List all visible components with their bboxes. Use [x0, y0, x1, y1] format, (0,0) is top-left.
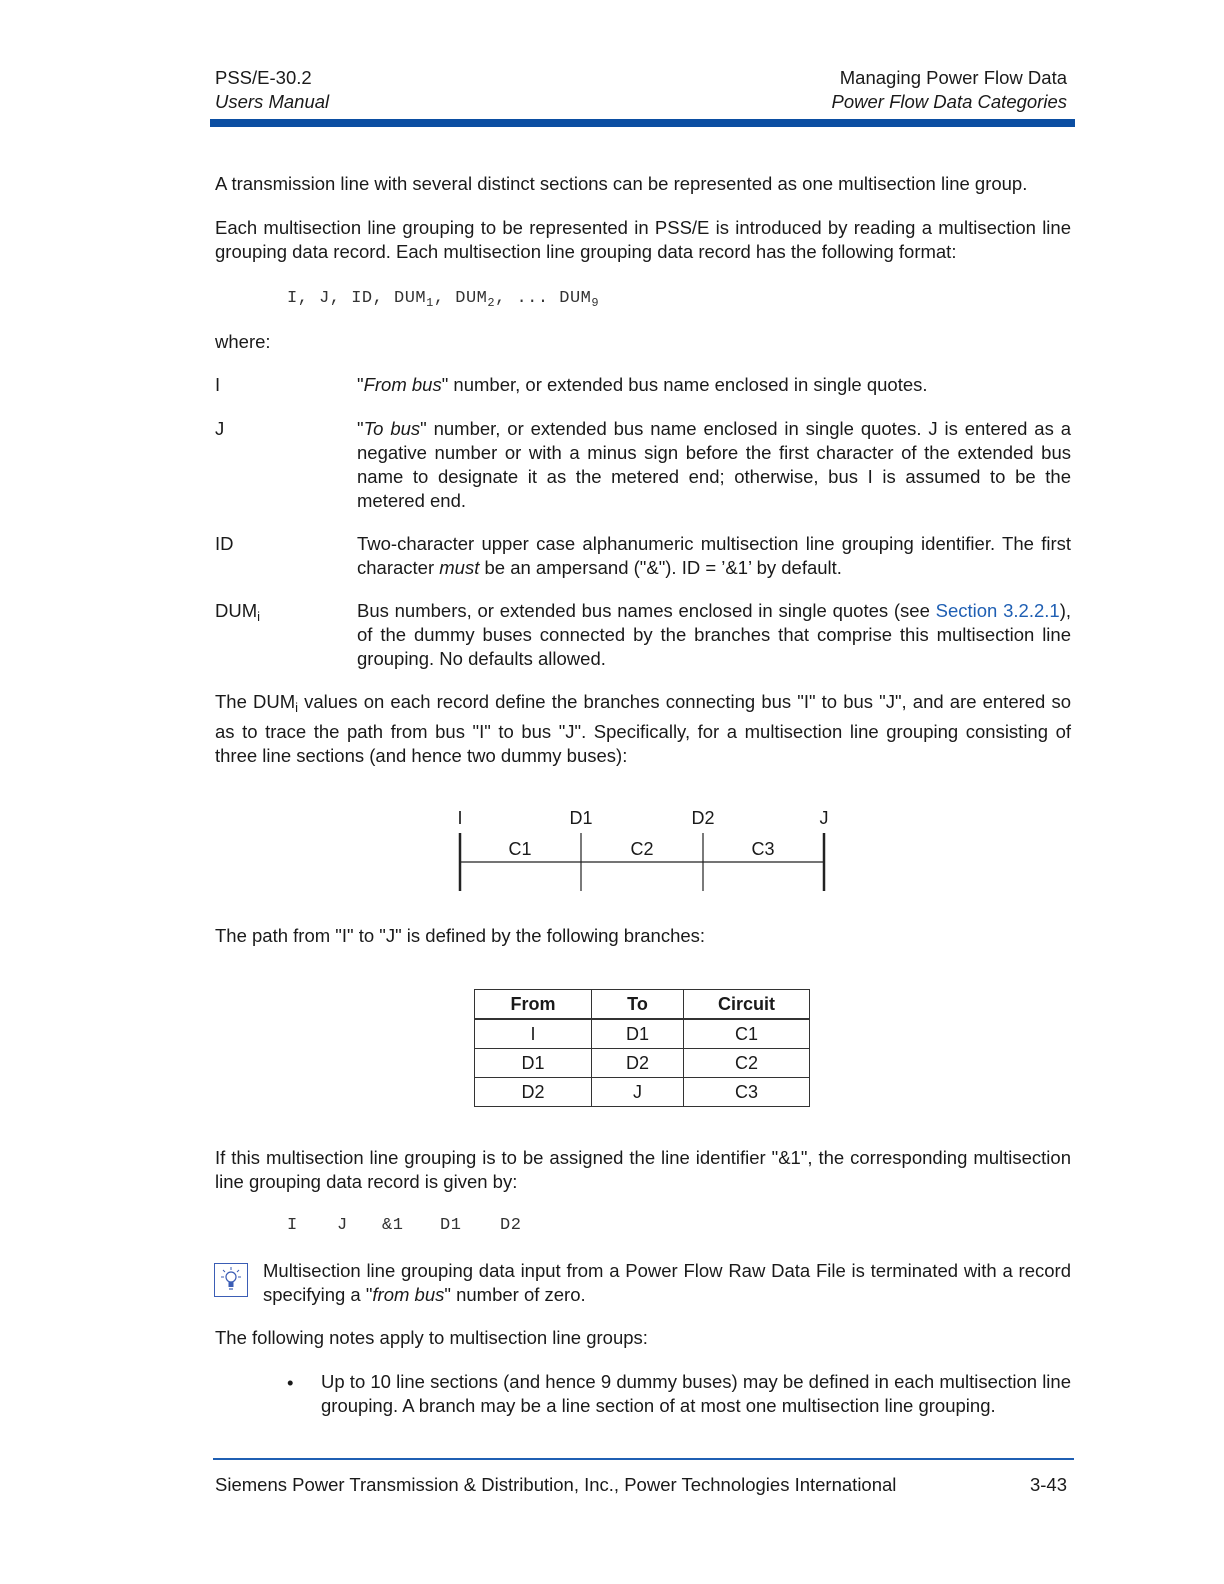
circuit-label-c3: C3: [751, 839, 775, 859]
cell-to: D1: [592, 1019, 684, 1049]
def-id-text-b: be an ampersand ("&"). ID = ’&1’ by default.: [479, 557, 842, 578]
def-i: "From bus" number, or extended bus name enclosed in single quotes.: [357, 374, 928, 395]
header-right: [832, 66, 1067, 114]
example-d1: D1: [440, 1216, 462, 1235]
tip-text: [263, 1259, 1071, 1307]
cell-circuit: C2: [684, 1049, 810, 1078]
table-header-row: [475, 990, 810, 1020]
note-item: Up to 10 line sections (and hence 9 dummy buses) may be defined in each multisection line grouping. A branch may be a line section of at most one multisection line grouping.: [321, 1371, 1071, 1416]
term-i: I: [215, 374, 221, 395]
example-id: &1: [382, 1216, 404, 1235]
page-number: 3-43: [1029, 1474, 1067, 1495]
col-from: From: [475, 990, 592, 1020]
cell-from: D1: [475, 1049, 592, 1078]
def-id-text-a: Two-character upper case alphanumeric multisection line grouping identifier. The first character: [357, 533, 1071, 578]
format-intro-paragraph: Each multisection line grouping to be represented in PSS/E is introduced by reading a multisection line grouping data record. Each multisection line grouping data record has the following format:: [215, 217, 1071, 262]
dum-para-b: values on each record define the branches connecting bus "I" to bus "J", and are entered so as to trace the path from bus "I" to bus "J". Specifically, for a multisection line grouping consisting of three line sections (and hence two dummy buses):: [215, 691, 1071, 766]
multisection-diagram: [440, 800, 840, 900]
dum-sub-2: 2: [487, 296, 496, 310]
cell-to: J: [592, 1078, 684, 1107]
format-dots: , ...: [495, 289, 560, 308]
def-j-text: " number, or extended bus name enclosed in single quotes. J is entered as a negative number or with a minus sign before the first character of the extended bus name to designate it as the metered end; otherwise, bus I is assumed to be the metered end.: [357, 418, 1071, 511]
bus-label-j: J: [819, 808, 829, 828]
table-row: [475, 1019, 810, 1049]
footer-rule: [213, 1458, 1074, 1460]
table-row: [475, 1049, 810, 1078]
def-j: "To bus" number, or extended bus name enclosed in single quotes. J is entered as a negative number or with a minus sign before the first character of the extended bus name to designate it as the metered end; otherwise, bus I is assumed to be the metered end.: [357, 418, 1071, 511]
def-id: [357, 532, 1071, 580]
dum-label: DUM: [559, 289, 592, 308]
bus-label-d2: D2: [691, 808, 715, 828]
tip-text-b: " number of zero.: [444, 1284, 586, 1305]
example-i: I: [287, 1216, 298, 1235]
tip-italic: from bus: [372, 1284, 445, 1305]
dum-para-sub: i: [295, 700, 299, 715]
intro-paragraph: A transmission line with several distinct sections can be represented as one multisection line group.: [215, 173, 1028, 194]
circuit-label-c1: C1: [508, 839, 532, 859]
term-dum-sub: i: [257, 609, 261, 624]
dum-para-a: The DUM: [215, 691, 296, 712]
format-prefix: I, J, ID,: [287, 289, 395, 308]
table-row: [475, 1078, 810, 1107]
def-id-italic: must: [439, 557, 480, 578]
bullet-glyph: •: [287, 1372, 294, 1393]
def-dum-text-b: ), of the dummy buses connected by the branches that comprise this multisection line grouping. No defaults allowed.: [357, 600, 1071, 669]
tip-text-a: Multisection line grouping data input from a Power Flow Raw Data File is terminated with a record specifying a ": [263, 1260, 1071, 1305]
term-dum: [215, 599, 260, 629]
lightbulb-icon: [214, 1263, 248, 1297]
def-dum-text-a: Bus numbers, or extended bus names enclosed in single quotes (see: [357, 600, 936, 621]
format-record: [287, 287, 599, 315]
header-left: [215, 66, 329, 114]
cell-from: D2: [475, 1078, 592, 1107]
term-id: ID: [215, 533, 234, 554]
cell-to: D2: [592, 1049, 684, 1078]
example-j: J: [337, 1216, 348, 1235]
circuit-label-c2: C2: [630, 839, 654, 859]
where-label: where:: [215, 331, 271, 352]
dum-sub-1: 1: [426, 296, 434, 310]
col-circuit: Circuit: [684, 990, 810, 1020]
example-d2: D2: [500, 1216, 522, 1235]
def-j-italic: To bus: [363, 418, 421, 439]
branch-table: [474, 989, 810, 1107]
section-link[interactable]: Section 3.2.2.1: [935, 600, 1060, 621]
chapter-title: Managing Power Flow Data: [839, 67, 1067, 88]
cell-circuit: C3: [684, 1078, 810, 1107]
assign-paragraph: If this multisection line grouping is to be assigned the line identifier "&1", the corresponding multisection line grouping data record is given by:: [215, 1147, 1071, 1192]
def-dum: [357, 599, 1071, 671]
def-i-text: " number, or extended bus name enclosed in single quotes.: [441, 374, 928, 395]
cell-circuit: C1: [684, 1019, 810, 1049]
bus-label-i: I: [457, 808, 463, 828]
dum-label: DUM: [455, 289, 488, 308]
def-i-italic: From bus: [363, 374, 442, 395]
col-to: To: [592, 990, 684, 1020]
cell-from: I: [475, 1019, 592, 1049]
notes-intro: The following notes apply to multisection line groups:: [215, 1327, 648, 1348]
format-sep: ,: [433, 289, 456, 308]
doc-title: PSS/E-30.2: [215, 67, 312, 88]
bus-label-d1: D1: [569, 808, 593, 828]
term-dum-text: DUM: [215, 600, 258, 621]
section-title: Power Flow Data Categories: [831, 91, 1067, 112]
dum-paragraph: [215, 690, 1071, 768]
path-paragraph: The path from "I" to "J" is defined by the following branches:: [215, 925, 706, 946]
header-rule: [210, 119, 1075, 127]
footer-company: Siemens Power Transmission & Distribution, Inc., Power Technologies International: [215, 1474, 897, 1495]
dum-sub-9: 9: [591, 296, 600, 310]
term-j: J: [215, 418, 225, 439]
example-record: [287, 1214, 521, 1238]
dum-label: DUM: [394, 289, 427, 308]
doc-subtitle: Users Manual: [215, 91, 330, 112]
